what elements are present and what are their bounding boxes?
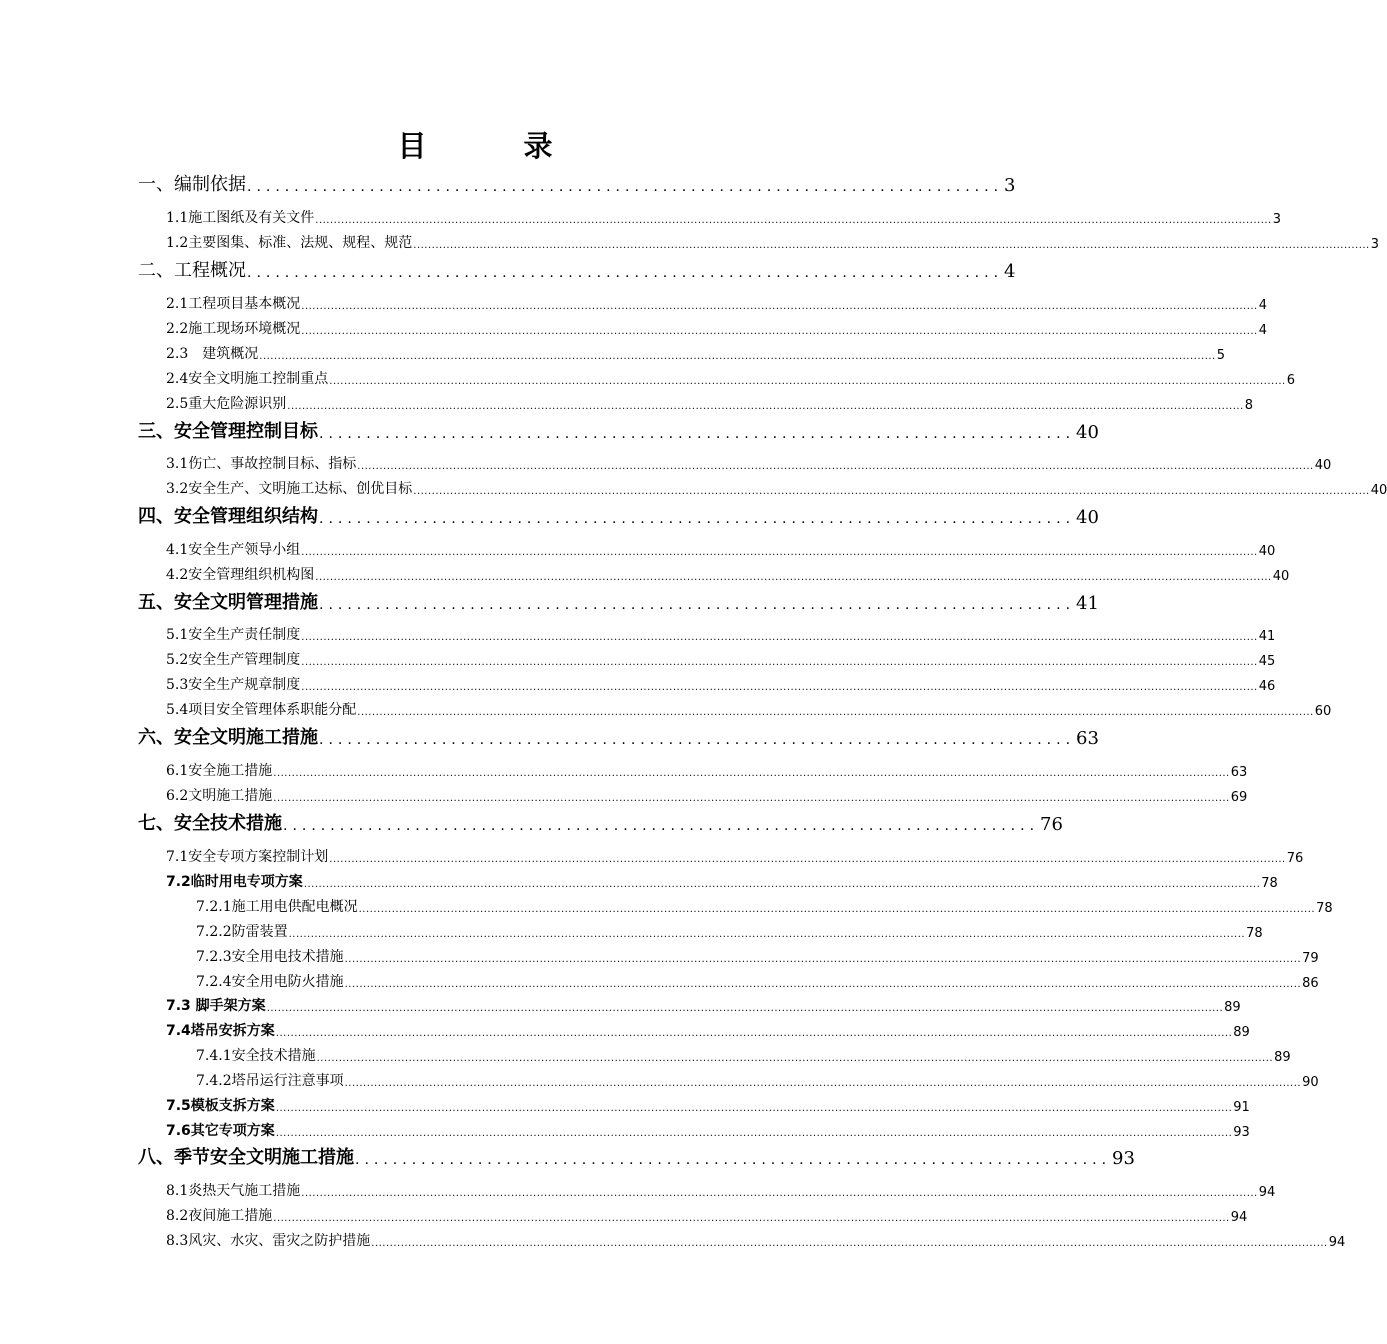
toc-dot-leader: .................................................................................................................................................................................................................................................................... [344, 979, 1302, 990]
toc-entry[interactable] [166, 846, 1304, 866]
toc-entry[interactable] [196, 1070, 1319, 1090]
toc-entry[interactable] [166, 293, 1268, 313]
toc-dot-leader: .................................................................................................................................................................................................................................................................... [371, 1238, 1328, 1249]
toc-page-number: 78 [1261, 876, 1278, 891]
toc-page-number: 94 [1230, 1210, 1248, 1225]
toc-page-number: 6 [1286, 373, 1296, 388]
toc-dot-leader: .................................................................................................................................................................................................................................................................... [301, 1188, 1258, 1199]
toc-entry[interactable] [166, 674, 1276, 694]
toc-dot-leader: .................................................................................................................................................................................................................................................................... [315, 572, 1272, 583]
toc-dot-leader: .................................................................................................................................................................................................................................................................... [344, 1078, 1302, 1089]
toc-entry-label: 7.6其它专项方案 [166, 1123, 275, 1139]
toc-dot-leader: .................................................................................................................................................................................................................................................................... [329, 376, 1286, 387]
toc-dot-leader: .................................................................................................................................................................................................................................................................... [301, 326, 1258, 337]
toc-page-number: 5 [1216, 348, 1226, 363]
toc-page-number: 3 [1370, 237, 1380, 252]
toc-entry-label: 一、编制依据 [138, 174, 246, 195]
toc-entry-label: 8.1炎热天气施工措施 [166, 1183, 301, 1199]
toc-entry[interactable] [166, 785, 1248, 805]
toc-page-number: 93 [1233, 1125, 1250, 1140]
toc-page-number: 94 [1258, 1185, 1276, 1200]
toc-dot-leader: ................................................................................ [319, 732, 1076, 748]
toc-page-number: 89 [1224, 1000, 1241, 1015]
toc-entry[interactable] [196, 946, 1319, 966]
toc-entry-label: 7.2.4安全用电防火措施 [196, 974, 344, 990]
toc-entry-label: 3.2安全生产、文明施工达标、创优目标 [166, 481, 413, 497]
toc-dot-leader: .................................................................................................................................................................................................................................................................... [301, 682, 1258, 693]
toc-page-number: 94 [1328, 1235, 1346, 1250]
toc-entry[interactable] [166, 649, 1276, 669]
toc-entry[interactable] [166, 207, 1282, 227]
toc-entry-label: 1.2主要图集、标准、法规、规程、规范 [166, 235, 413, 251]
toc-entry-label: 7.2.2防雷装置 [196, 924, 288, 940]
toc-entry-label: 7.2.3安全用电技术措施 [196, 949, 344, 965]
toc-page-number: 4 [1004, 261, 1016, 282]
toc-entry[interactable] [138, 723, 1099, 749]
toc-entry-label: 7.2临时用电专项方案 [166, 874, 303, 890]
toc-entry[interactable] [166, 624, 1276, 644]
toc-entry-label: 7.2.1施工用电供配电概况 [196, 899, 358, 915]
toc-entry-label: 七、安全技术措施 [138, 813, 282, 834]
toc-entry-label: 7.3 脚手架方案 [166, 998, 266, 1014]
toc-dot-leader: .................................................................................................................................................................................................................................................................... [301, 547, 1258, 558]
toc-entry[interactable] [166, 539, 1276, 559]
toc-entry-label: 2.1工程项目基本概况 [166, 296, 301, 312]
toc-entry[interactable] [196, 921, 1263, 941]
toc-entry-label: 2.5重大危险源识别 [166, 396, 287, 412]
toc-page-number: 8 [1244, 398, 1254, 413]
toc-entry[interactable] [138, 809, 1063, 835]
toc-page-number: 78 [1316, 901, 1333, 916]
toc-entry[interactable] [166, 1020, 1250, 1040]
toc-dot-leader: ................................................................................ [319, 426, 1076, 442]
toc-entry[interactable] [166, 1180, 1276, 1200]
toc-entry-label: 7.4.2塔吊运行注意事项 [196, 1073, 344, 1089]
toc-page-number: 89 [1274, 1050, 1291, 1065]
toc-entry[interactable] [138, 170, 1016, 196]
toc-dot-leader: .................................................................................................................................................................................................................................................................... [413, 240, 1370, 251]
toc-dot-leader: ................................................................................ [247, 265, 1004, 281]
toc-entry-label: 5.1安全生产责任制度 [166, 627, 301, 643]
toc-dot-leader: .................................................................................................................................................................................................................................................................... [315, 215, 1272, 226]
toc-dot-leader: .................................................................................................................................................................................................................................................................... [301, 632, 1258, 643]
toc-dot-leader: .................................................................................................................................................................................................................................................................... [288, 929, 1246, 940]
toc-dot-leader: .................................................................................................................................................................................................................................................................... [329, 854, 1286, 865]
toc-page-number: 60 [1314, 704, 1332, 719]
toc-entry[interactable] [138, 588, 1099, 614]
toc-entry-label: 4.2安全管理组织机构图 [166, 567, 315, 583]
toc-page-number: 79 [1302, 951, 1319, 966]
toc-page-number: 89 [1233, 1025, 1250, 1040]
toc-page-number: 45 [1258, 654, 1276, 669]
toc-page-number: 40 [1258, 544, 1276, 559]
toc-dot-leader: .................................................................................................................................................................................................................................................................... [303, 879, 1261, 890]
toc-dot-leader: ................................................................................ [355, 1152, 1112, 1168]
toc-entry[interactable] [166, 995, 1241, 1015]
toc-page-number: 4 [1258, 323, 1268, 338]
toc-dot-leader: .................................................................................................................................................................................................................................................................... [357, 461, 1314, 472]
toc-page-number: 63 [1076, 728, 1099, 749]
toc-page-number: 63 [1230, 765, 1248, 780]
toc-dot-leader: .................................................................................................................................................................................................................................................................... [344, 954, 1302, 965]
toc-dot-leader: .................................................................................................................................................................................................................................................................... [273, 768, 1230, 779]
toc-entry[interactable] [196, 1045, 1291, 1065]
toc-dot-leader: .................................................................................................................................................................................................................................................................... [316, 1053, 1274, 1064]
toc-entry-label: 7.4.1安全技术措施 [196, 1048, 316, 1064]
toc-entry[interactable] [166, 871, 1278, 891]
toc-entry[interactable] [138, 417, 1099, 443]
toc-entry-label: 四、安全管理组织结构 [138, 506, 318, 527]
toc-page-number: 40 [1272, 569, 1290, 584]
toc-entry[interactable] [166, 368, 1296, 388]
toc-dot-leader: .................................................................................................................................................................................................................................................................... [275, 1028, 1233, 1039]
toc-page-number: 4 [1258, 298, 1268, 313]
toc-entry[interactable] [138, 1143, 1135, 1169]
toc-page-number: 86 [1302, 976, 1319, 991]
toc-dot-leader: .................................................................................................................................................................................................................................................................... [413, 486, 1370, 497]
toc-dot-leader: ................................................................................ [247, 179, 1004, 195]
toc-entry[interactable] [166, 393, 1254, 413]
toc-dot-leader: ................................................................................ [283, 818, 1040, 834]
toc-entry-label: 1.1施工图纸及有关文件 [166, 210, 315, 226]
toc-entry[interactable] [196, 971, 1319, 991]
toc-entry-label: 4.1安全生产领导小组 [166, 542, 301, 558]
toc-dot-leader: .................................................................................................................................................................................................................................................................... [287, 401, 1244, 412]
toc-entry-label: 8.3风灾、水灾、雷灾之防护措施 [166, 1233, 371, 1249]
toc-entry-label: 6.2文明施工措施 [166, 788, 273, 804]
toc-entry[interactable] [166, 1230, 1346, 1250]
toc-entry[interactable] [166, 318, 1268, 338]
toc-title: 目 录 [397, 129, 587, 163]
toc-page-number: 78 [1246, 926, 1263, 941]
toc-entry-label: 五、安全文明管理措施 [138, 592, 318, 613]
toc-entry[interactable] [166, 564, 1290, 584]
toc-page-number: 69 [1230, 790, 1248, 805]
toc-entry-label: 6.1安全施工措施 [166, 763, 273, 779]
toc-dot-leader: ................................................................................ [319, 597, 1076, 613]
toc-page-number: 90 [1302, 1075, 1319, 1090]
toc-entry[interactable] [166, 1095, 1250, 1115]
toc-entry-label: 2.3 建筑概况 [166, 346, 259, 362]
toc-page-number: 46 [1258, 679, 1276, 694]
toc-entry[interactable] [166, 478, 1387, 498]
toc-page-number: 91 [1233, 1100, 1250, 1115]
toc-entry[interactable] [166, 232, 1380, 252]
toc-page-number: 41 [1076, 593, 1099, 614]
toc-entry-label: 7.4塔吊安拆方案 [166, 1023, 275, 1039]
toc-entry-label: 六、安全文明施工措施 [138, 727, 318, 748]
toc-page-number: 3 [1272, 212, 1282, 227]
toc-page-number: 76 [1286, 851, 1304, 866]
toc-dot-leader: .................................................................................................................................................................................................................................................................... [273, 1213, 1230, 1224]
toc-entry-label: 2.2施工现场环境概况 [166, 321, 301, 337]
toc-entry-label: 8.2夜间施工措施 [166, 1208, 273, 1224]
toc-entry-label: 三、安全管理控制目标 [138, 421, 318, 442]
toc-entry[interactable] [196, 896, 1333, 916]
toc-entry-label: 2.4安全文明施工控制重点 [166, 371, 329, 387]
toc-page-number: 93 [1112, 1148, 1135, 1169]
toc-dot-leader: .................................................................................................................................................................................................................................................................... [259, 351, 1216, 362]
toc-dot-leader: .................................................................................................................................................................................................................................................................... [275, 1103, 1233, 1114]
toc-page-number: 40 [1370, 483, 1387, 498]
toc-entry[interactable] [166, 699, 1332, 719]
toc-dot-leader: .................................................................................................................................................................................................................................................................... [301, 301, 1258, 312]
toc-page-number: 40 [1076, 507, 1099, 528]
toc-entry-label: 5.3安全生产规章制度 [166, 677, 301, 693]
toc-dot-leader: .................................................................................................................................................................................................................................................................... [301, 657, 1258, 668]
toc-entry-label: 八、季节安全文明施工措施 [138, 1147, 354, 1168]
toc-entry[interactable] [138, 256, 1016, 282]
toc-page-number: 40 [1076, 422, 1099, 443]
toc-entry[interactable] [166, 1120, 1250, 1140]
toc-entry-label: 5.4项目安全管理体系职能分配 [166, 702, 357, 718]
toc-page-number: 41 [1258, 629, 1276, 644]
toc-entry-label: 7.1安全专项方案控制计划 [166, 849, 329, 865]
toc-dot-leader: ................................................................................ [319, 511, 1076, 527]
toc-entry[interactable] [166, 343, 1226, 363]
toc-entry[interactable] [166, 1205, 1248, 1225]
toc-dot-leader: .................................................................................................................................................................................................................................................................... [273, 793, 1230, 804]
toc-entry-label: 7.5模板支拆方案 [166, 1098, 275, 1114]
toc-entry[interactable] [138, 502, 1099, 528]
toc-page-number: 40 [1314, 458, 1332, 473]
toc-dot-leader: .................................................................................................................................................................................................................................................................... [358, 904, 1316, 915]
toc-page-number: 3 [1004, 175, 1016, 196]
toc-page-number: 76 [1040, 814, 1063, 835]
toc-dot-leader: .................................................................................................................................................................................................................................................................... [357, 707, 1314, 718]
toc-dot-leader: .................................................................................................................................................................................................................................................................... [266, 1003, 1224, 1014]
toc-entry-label: 二、工程概况 [138, 260, 246, 281]
toc-entry[interactable] [166, 453, 1332, 473]
toc-entry[interactable] [166, 760, 1248, 780]
toc-entry-label: 5.2安全生产管理制度 [166, 652, 301, 668]
toc-dot-leader: .................................................................................................................................................................................................................................................................... [275, 1128, 1233, 1139]
toc-entry-label: 3.1伤亡、事故控制目标、指标 [166, 456, 357, 472]
